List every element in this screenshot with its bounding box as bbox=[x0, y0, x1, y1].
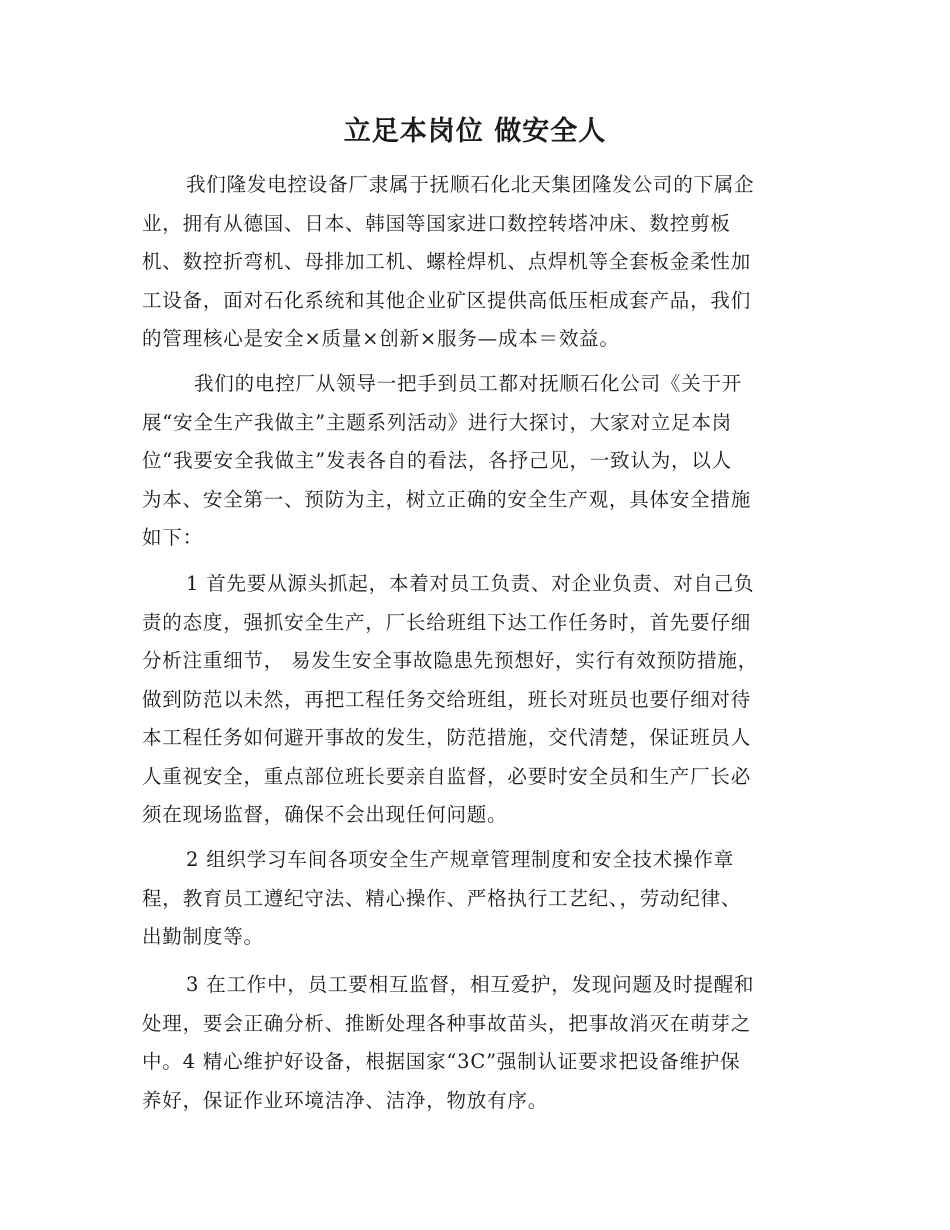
paragraph-line: 出勤制度等。 bbox=[142, 925, 264, 948]
paragraph-measure-3-4 bbox=[142, 966, 754, 1120]
paragraph-line: 1 首先要从源头抓起，本着对员工负责、对企业负责、对自己负 bbox=[186, 572, 755, 595]
paragraph-line: 展“安全生产我做主”主题系列活动》进行大探讨，大家对立足本岗 bbox=[142, 410, 732, 434]
paragraph-line: 机、数控折弯机、母排加工机、螺栓焊机、点焊机等全套板金柔性加 bbox=[142, 250, 752, 273]
paragraph-intro bbox=[142, 166, 754, 359]
paragraph-line: 如下： bbox=[142, 526, 203, 549]
paragraph-line: 的管理核心是安全×质量×创新×服务—成本＝效益。 bbox=[142, 327, 620, 350]
paragraph-line: 2 组织学习车间各项安全生产规章管理制度和安全技术操作章 bbox=[186, 848, 735, 871]
paragraph-line: 人重视安全，重点部位班长要亲自监督，必要时安全员和生产厂长必 bbox=[142, 764, 752, 788]
paragraph-line: 为本、安全第一、预防为主，树立正确的安全生产观，具体安全措施 bbox=[142, 487, 752, 511]
paragraph-measure-1 bbox=[142, 565, 758, 835]
paragraph-measure-2 bbox=[142, 841, 741, 957]
paragraph-discussion bbox=[142, 365, 751, 558]
paragraph-line: 我们隆发电控设备厂隶属于抚顺石化北天集团隆发公司的下属企 bbox=[186, 173, 755, 196]
paragraph-line: 中。4 精心维护好设备，根据国家“3C”强制认证要求把设备维护保 bbox=[142, 1050, 741, 1073]
paragraph-line: 本工程任务如何避开事故的发生，防范措施，交代清楚，保证班员人 bbox=[142, 726, 752, 749]
paragraph-line: 须在现场监督，确保不会出现任何问题。 bbox=[142, 803, 508, 826]
paragraph-line: 处理，要会正确分析、推断处理各种事故苗头，把事故消灭在萌芽之 bbox=[142, 1011, 752, 1035]
paragraph-line: 做到防范以未然，再把工程任务交给班组，班长对班员也要仔细对待 bbox=[142, 687, 752, 711]
paragraph-line: 分析注重细节， 易发生安全事故隐患先预想好，实行有效预防措施， bbox=[142, 649, 758, 672]
paragraph-line: 程，教育员工遵纪守法、精心操作、严格执行工艺纪、，劳动纪律、 bbox=[142, 886, 742, 910]
paragraph-line: 责的态度，强抓安全生产，厂长给班组下达工作任务时，首先要仔细 bbox=[142, 610, 752, 634]
paragraph-line: 3 在工作中，员工要相互监督，相互爱护，发现问题及时提醒和 bbox=[186, 973, 755, 996]
paragraph-line: 业，拥有从德国、日本、韩国等国家进口数控转塔冲床、数控剪板 bbox=[142, 211, 731, 235]
document-title: 立足本岗位 做安全人 bbox=[343, 116, 607, 147]
paragraph-line: 养好，保证作业环境洁净、洁净，物放有序。 bbox=[142, 1088, 549, 1112]
paragraph-line: 位“我要安全我做主”发表各自的看法，各抒己见，一致认为，以人 bbox=[142, 449, 732, 472]
paragraph-line: 工设备，面对石化系统和其他企业矿区提供高低压柜成套产品，我们 bbox=[142, 288, 752, 312]
paragraph-line: 我们的电控厂从领导一把手到员工都对抚顺石化公司《关于开 bbox=[194, 372, 743, 395]
